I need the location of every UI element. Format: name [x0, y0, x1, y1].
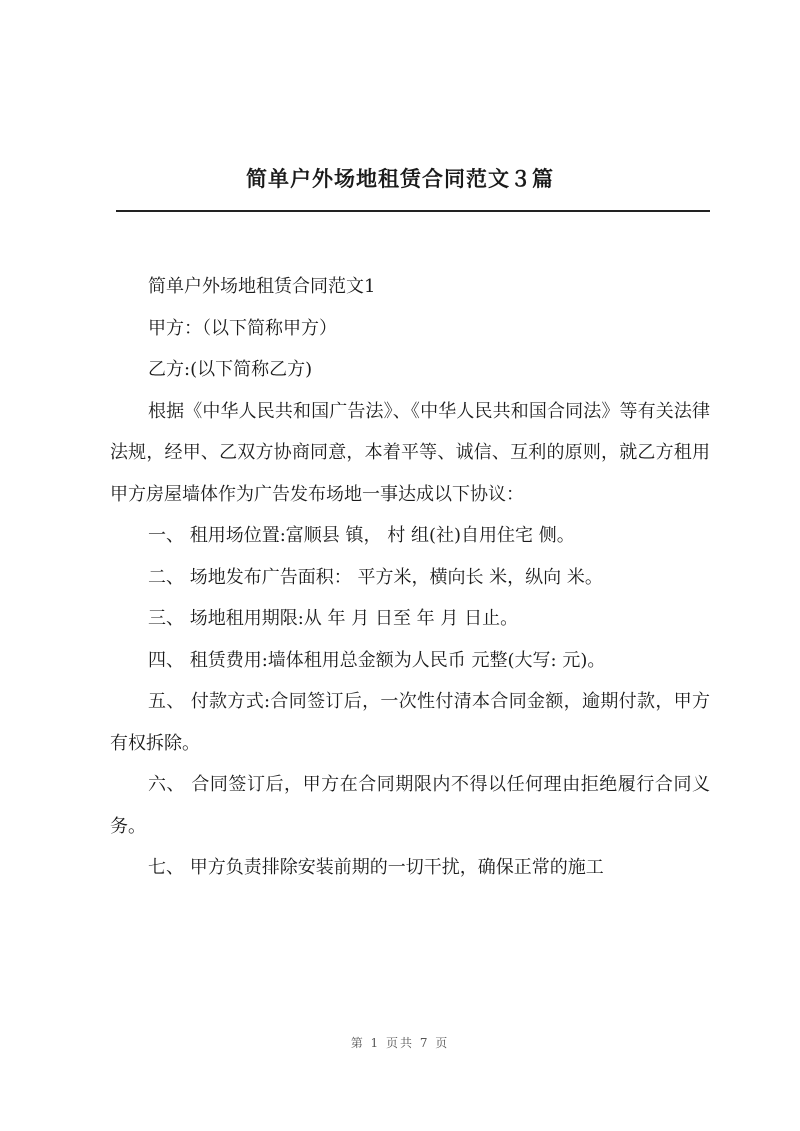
party-b-line: 乙方:(以下简称乙方) [148, 359, 313, 380]
clause-7: 七、 甲方负责排除安装前期的一切干扰，确保正常的施工 [148, 857, 604, 878]
document-body [110, 266, 710, 889]
clause-5: 五、 付款方式:合同签订后，一次性付清本合同金额，逾期付款，甲方有权拆除。 [110, 691, 710, 754]
section-heading: 简单户外场地租赁合同范文1 [148, 276, 376, 297]
clause-2: 二、 场地发布广告面积： 平方米，横向长 米，纵向 米。 [148, 566, 603, 588]
party-a-line: 甲方：（以下简称甲方） [148, 317, 337, 339]
page-number-footer: 第 1 页共 7 页 [350, 1036, 450, 1050]
clause-4: 四、 租赁费用:墙体租用总金额为人民币 元整(大写: 元)。 [148, 649, 606, 671]
document-title: 简单户外场地租赁合同范文３篇 [246, 166, 554, 191]
title-divider [116, 210, 710, 212]
clause-6: 六、 合同签订后，甲方在合同期限内不得以任何理由拒绝履行合同义务。 [110, 774, 710, 837]
preamble-paragraph: 根据《中华人民共和国广告法》、《中华人民共和国合同法》等有关法律法规，经甲、乙双方协商同意，本着平等、诚信、互利的原则，就乙方租用甲方房屋墙体作为广告发布场地一事达成以下协议： [110, 400, 710, 505]
clause-1: 一、 租用场位置:富顺县 镇， 村 组(社)自用住宅 侧。 [148, 525, 575, 546]
clause-3: 三、 场地租用期限:从 年 月 日至 年 月 日止。 [148, 608, 519, 629]
